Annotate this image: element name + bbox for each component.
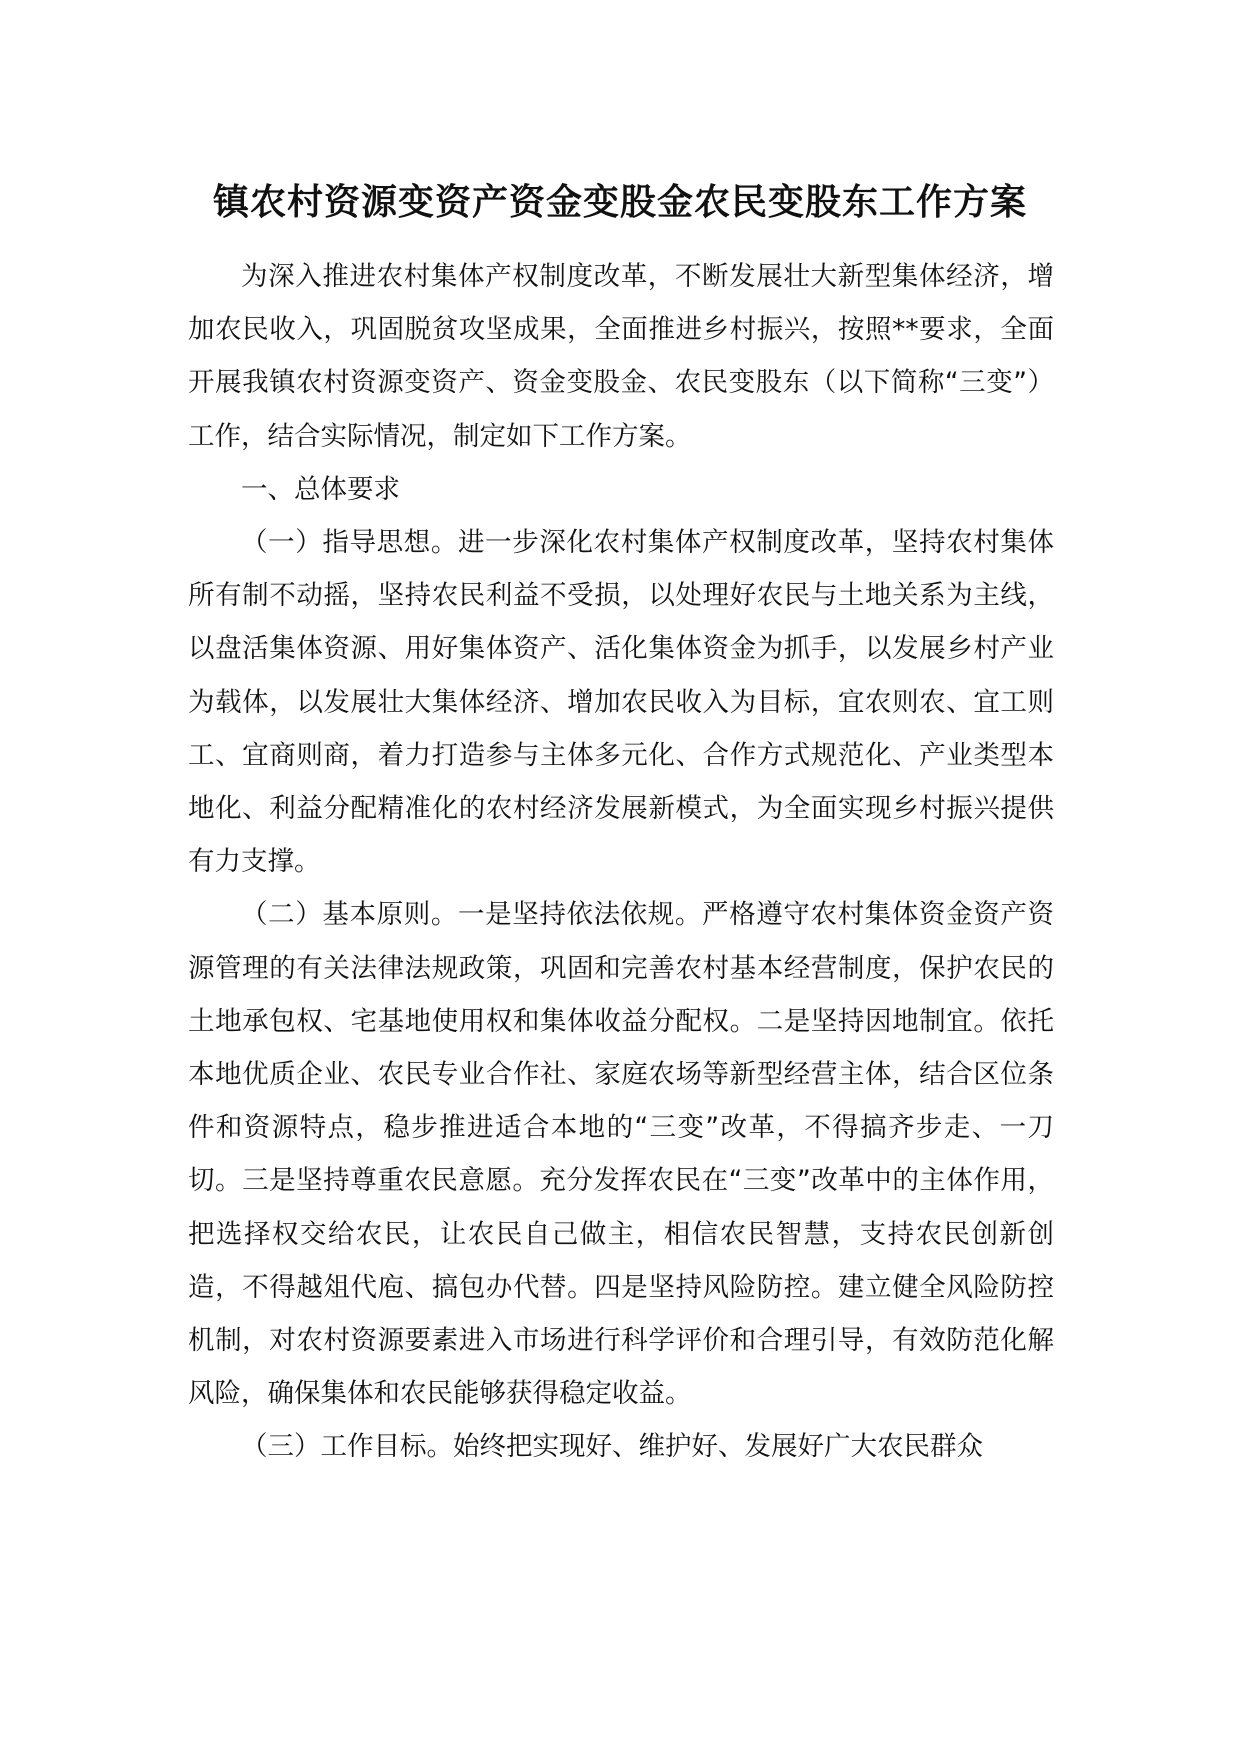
paragraph-work-goals: （三）工作目标。始终把实现好、维护好、发展好广大农民群众 (241, 1431, 983, 1463)
document-body (188, 250, 1054, 1474)
document-title: 镇农村资源变资产资金变股金农民变股东工作方案 (212, 181, 1027, 223)
intro-paragraph: 为深入推进农村集体产权制度改革，不断发展壮大新型集体经济，增加农民收入，巩固脱贫攻坚成果，全面推进乡村振兴，按照**要求，全面开展我镇农村资源变资产、资金变股金、农民变股东（以下简称“三变”）工作，结合实际情况，制定如下工作方案。 (188, 261, 1054, 452)
paragraph-guiding-ideology: （一）指导思想。进一步深化农村集体产权制度改革，坚持农村集体所有制不动摇，坚持农民利益不受损，以处理好农民与土地关系为主线，以盘活集体资源、用好集体资产、活化集体资金为抓手，以发展乡村产业为载体，以发展壮大集体经济、增加农民收入为目标，宜农则农、宜工则工、宜商则商，着力打造参与主体多元化、合作方式规范化、产业类型本地化、利益分配精准化的农村经济发展新模式，为全面实现乡村振兴提供有力支撑。 (188, 527, 1054, 878)
paragraph-basic-principles: （二）基本原则。一是坚持依法依规。严格遵守农村集体资金资产资源管理的有关法律法规政策，巩固和完善农村基本经营制度，保护农民的土地承包权、宅基地使用权和集体收益分配权。二是坚持因地制宜。依托本地优质企业、农民专业合作社、家庭农场等新型经营主体，结合区位条件和资源特点，稳步推进适合本地的“三变”改革，不得搞齐步走、一刀切。三是坚持尊重农民意愿。充分发挥农民在“三变”改革中的主体作用，把选择权交给农民，让农民自己做主，相信农民智慧，支持农民创新创造，不得越俎代庖、搞包办代替。四是坚持风险防控。建立健全风险防控机制，对农村资源要素进入市场进行科学评价和合理引导，有效防范化解风险，确保集体和农民能够获得稳定收益。 (188, 899, 1054, 1410)
section-heading-general-requirements: 一、总体要求 (241, 473, 400, 505)
